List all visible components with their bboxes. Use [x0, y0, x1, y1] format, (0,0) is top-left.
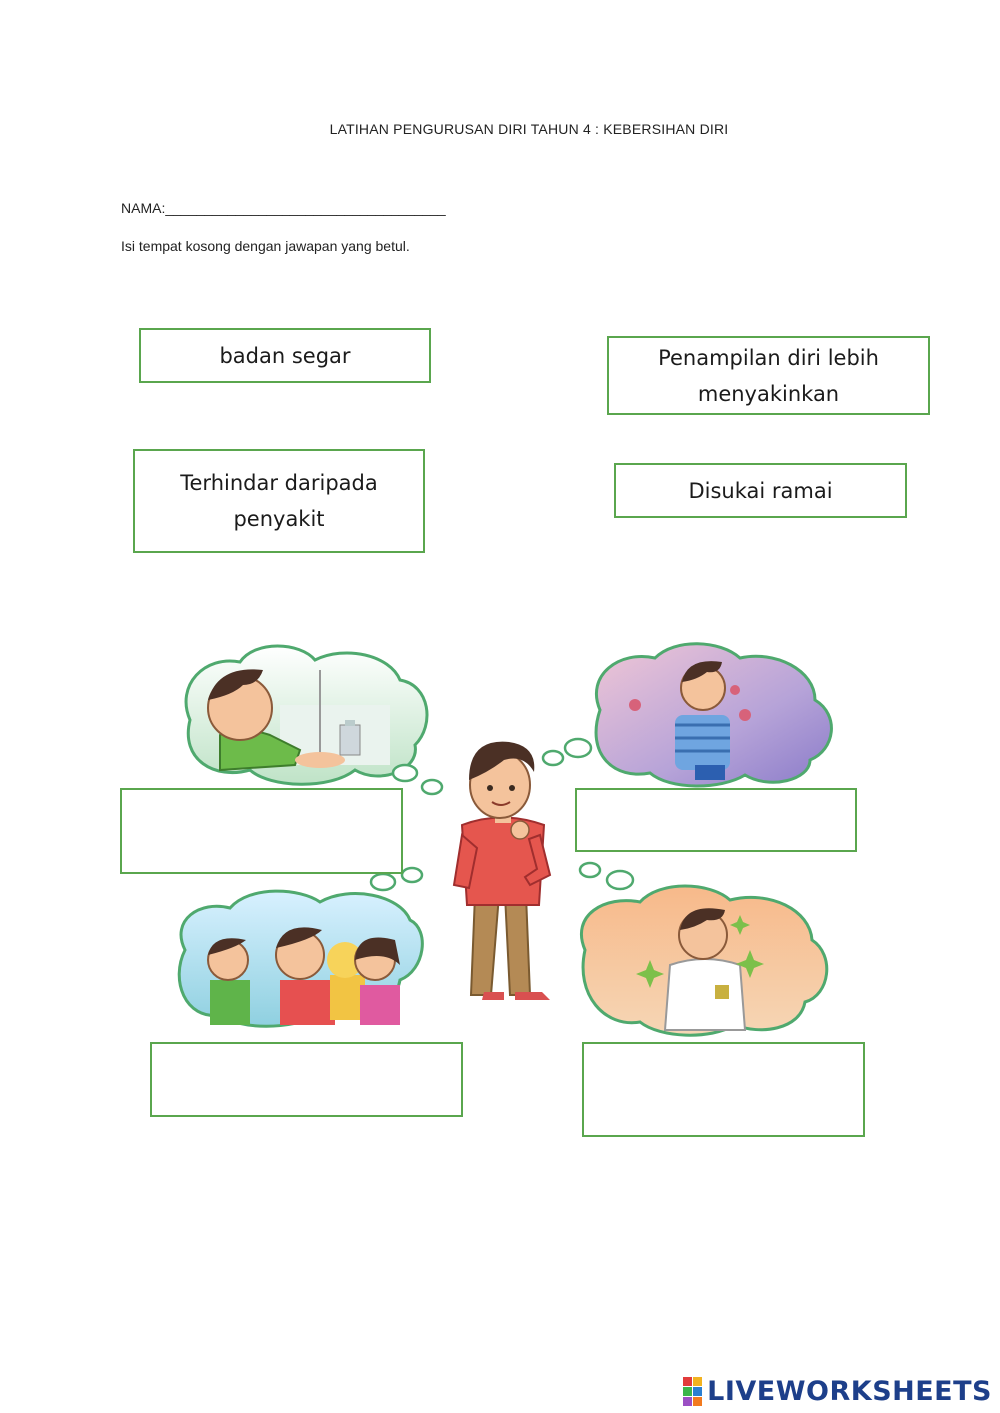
word-bank-label: badan segar — [219, 343, 351, 368]
name-field-label: NAMA:____________________________________ — [121, 200, 446, 216]
answer-blank-fresh-body[interactable] — [575, 788, 857, 852]
bubble-neat-appearance — [581, 886, 826, 1035]
answer-blank-friends[interactable] — [150, 1042, 463, 1117]
word-bank-item-disukai — [614, 463, 907, 518]
word-bank-label: Terhindar daripada penyakit — [180, 471, 378, 531]
bubble-fresh-body — [596, 644, 831, 786]
word-bank-item-penampilan — [607, 336, 930, 415]
bubble-handwashing — [186, 646, 427, 784]
word-bank-label: Penampilan diri lebih menyakinkan — [658, 345, 879, 406]
central-boy-figure — [454, 742, 550, 1000]
bubble-friends — [179, 891, 422, 1026]
answer-blank-neat-appearance[interactable] — [582, 1042, 865, 1137]
liveworksheets-badge-icon — [683, 1377, 703, 1407]
word-bank-item-badan-segar — [139, 328, 431, 383]
liveworksheets-logo[interactable] — [683, 1376, 992, 1407]
liveworksheets-wordmark: LIVEWORKSHEETS — [707, 1376, 992, 1407]
answer-blank-handwashing[interactable] — [120, 788, 403, 874]
word-bank-item-terhindar — [133, 449, 425, 553]
instruction-text: Isi tempat kosong dengan jawapan yang betul. — [121, 238, 410, 254]
page-title: LATIHAN PENGURUSAN DIRI TAHUN 4 : KEBERSIHAN DIRI — [329, 121, 729, 137]
word-bank-label: Disukai ramai — [688, 478, 833, 503]
